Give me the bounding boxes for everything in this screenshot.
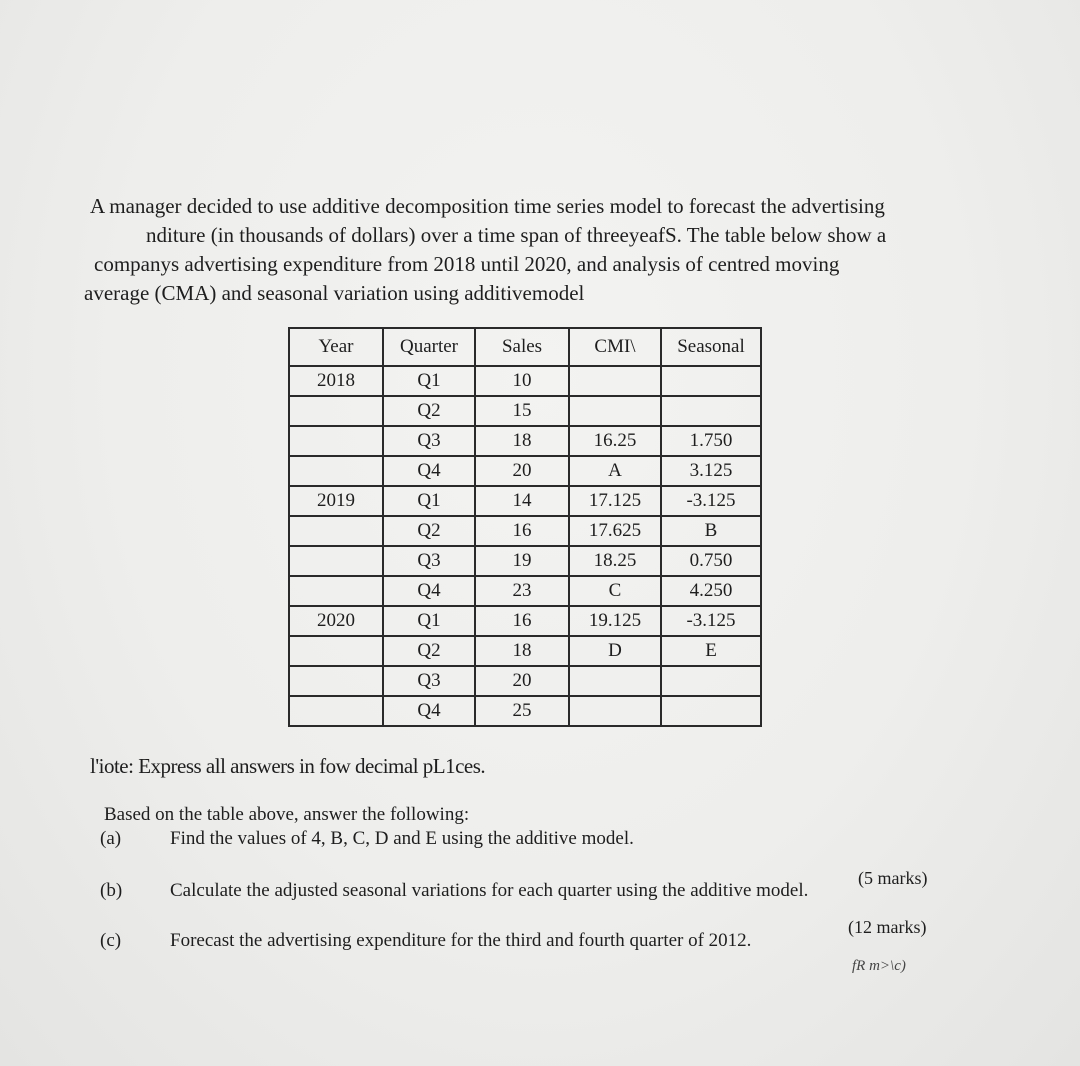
table-row bbox=[289, 366, 761, 396]
cell-year bbox=[289, 396, 383, 426]
cell-year bbox=[289, 516, 383, 546]
question-intro bbox=[84, 192, 990, 308]
cell-quarter: Q3 bbox=[383, 546, 475, 576]
cell-year bbox=[289, 546, 383, 576]
cell-year: 2020 bbox=[289, 606, 383, 636]
cell-quarter: Q4 bbox=[383, 576, 475, 606]
table-row bbox=[289, 576, 761, 606]
question-c-label: (c) bbox=[100, 930, 122, 951]
cell-seasonal bbox=[661, 366, 761, 396]
cell-sales: 15 bbox=[475, 396, 569, 426]
header-year: Year bbox=[289, 328, 383, 366]
cell-sales: 14 bbox=[475, 486, 569, 516]
cell-year bbox=[289, 456, 383, 486]
cell-cma: 17.125 bbox=[569, 486, 661, 516]
cell-sales: 10 bbox=[475, 366, 569, 396]
table-row bbox=[289, 666, 761, 696]
question-c bbox=[100, 930, 751, 952]
cell-cma: 17.625 bbox=[569, 516, 661, 546]
table-row bbox=[289, 636, 761, 666]
cell-seasonal: -3.125 bbox=[661, 606, 761, 636]
table-row bbox=[289, 486, 761, 516]
cell-year bbox=[289, 426, 383, 456]
cell-quarter: Q2 bbox=[383, 516, 475, 546]
note-text: l'iote: Express all answers in fow decimal pL1ces. bbox=[90, 754, 486, 778]
header-sales: Sales bbox=[475, 328, 569, 366]
cell-quarter: Q2 bbox=[383, 396, 475, 426]
cell-quarter: Q1 bbox=[383, 606, 475, 636]
cell-quarter: Q3 bbox=[383, 426, 475, 456]
table-row bbox=[289, 396, 761, 426]
question-b-marks: (12 marks) bbox=[848, 917, 927, 937]
intro-line-1: A manager decided to use additive decomposition time series model to forecast the advertising bbox=[90, 194, 885, 218]
cell-cma: 16.25 bbox=[569, 426, 661, 456]
intro-line-3: companys advertising expenditure from 2018 until 2020, and analysis of centred moving bbox=[94, 252, 840, 276]
cell-quarter: Q2 bbox=[383, 636, 475, 666]
cell-sales: 18 bbox=[475, 636, 569, 666]
table-row bbox=[289, 426, 761, 456]
table-row bbox=[289, 606, 761, 636]
question-a-marks: (5 marks) bbox=[858, 868, 928, 888]
cell-cma: 18.25 bbox=[569, 546, 661, 576]
cell-seasonal bbox=[661, 666, 761, 696]
cell-cma bbox=[569, 396, 661, 426]
cell-year bbox=[289, 666, 383, 696]
cell-sales: 16 bbox=[475, 516, 569, 546]
cell-cma: 19.125 bbox=[569, 606, 661, 636]
cell-year bbox=[289, 576, 383, 606]
question-b-text: Calculate the adjusted seasonal variations for each quarter using the additive model. bbox=[170, 880, 809, 901]
question-a-label: (a) bbox=[100, 828, 122, 849]
cell-seasonal bbox=[661, 396, 761, 426]
cell-quarter: Q3 bbox=[383, 666, 475, 696]
cell-sales: 20 bbox=[475, 456, 569, 486]
table-row bbox=[289, 456, 761, 486]
sales-table bbox=[288, 327, 762, 727]
cell-quarter: Q1 bbox=[383, 486, 475, 516]
cell-cma: A bbox=[569, 456, 661, 486]
question-b bbox=[100, 880, 808, 902]
cell-quarter: Q4 bbox=[383, 696, 475, 726]
table-row bbox=[289, 696, 761, 726]
cell-seasonal: 1.750 bbox=[661, 426, 761, 456]
header-seasonal: Seasonal bbox=[661, 328, 761, 366]
question-c-text: Forecast the advertising expenditure for the third and fourth quarter of 2012. bbox=[170, 930, 752, 951]
table-header-row bbox=[289, 328, 761, 366]
cell-year bbox=[289, 636, 383, 666]
cell-year: 2018 bbox=[289, 366, 383, 396]
cell-sales: 19 bbox=[475, 546, 569, 576]
cell-sales: 16 bbox=[475, 606, 569, 636]
cell-seasonal bbox=[661, 696, 761, 726]
question-b-label: (b) bbox=[100, 880, 123, 901]
header-cma: CMI\ bbox=[569, 328, 661, 366]
cell-sales: 20 bbox=[475, 666, 569, 696]
cell-seasonal: B bbox=[661, 516, 761, 546]
table-row bbox=[289, 546, 761, 576]
cell-seasonal: 4.250 bbox=[661, 576, 761, 606]
lead-text: Based on the table above, answer the following: bbox=[104, 804, 470, 825]
cell-seasonal: E bbox=[661, 636, 761, 666]
question-a-text: Find the values of 4, B, C, D and E using the additive model. bbox=[170, 828, 634, 849]
cell-year bbox=[289, 696, 383, 726]
cell-seasonal: -3.125 bbox=[661, 486, 761, 516]
cell-sales: 23 bbox=[475, 576, 569, 606]
cell-quarter: Q1 bbox=[383, 366, 475, 396]
cell-cma bbox=[569, 666, 661, 696]
cell-seasonal: 0.750 bbox=[661, 546, 761, 576]
table-row bbox=[289, 516, 761, 546]
cell-cma: C bbox=[569, 576, 661, 606]
cell-cma bbox=[569, 696, 661, 726]
cell-year: 2019 bbox=[289, 486, 383, 516]
cell-quarter: Q4 bbox=[383, 456, 475, 486]
intro-line-2: nditure (in thousands of dollars) over a time span of threeyeafS. The table below show a bbox=[146, 223, 887, 247]
cell-cma: D bbox=[569, 636, 661, 666]
cell-sales: 18 bbox=[475, 426, 569, 456]
intro-line-4: average (CMA) and seasonal variation using additivemodel bbox=[84, 281, 585, 305]
cell-sales: 25 bbox=[475, 696, 569, 726]
cell-cma bbox=[569, 366, 661, 396]
header-quarter: Quarter bbox=[383, 328, 475, 366]
cell-seasonal: 3.125 bbox=[661, 456, 761, 486]
question-c-marks: fR m>\c) bbox=[852, 958, 906, 974]
question-a bbox=[100, 828, 634, 850]
